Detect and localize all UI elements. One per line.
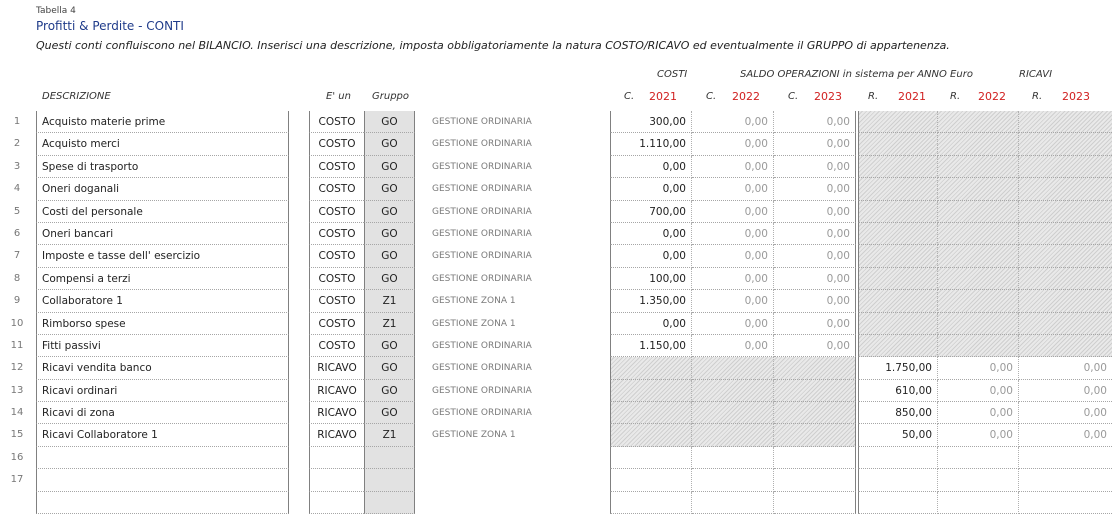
revenue-2021-cell xyxy=(858,201,938,223)
table-row xyxy=(0,380,1112,402)
cost-2021-cell[interactable]: 0,00 xyxy=(610,223,692,245)
revenue-2021-cell xyxy=(858,268,938,290)
saldo-header: SALDO OPERAZIONI in sistema per ANNO Euro xyxy=(740,69,973,80)
row-number: 1 xyxy=(13,116,21,127)
revenue-2022-cell[interactable]: 0,00 xyxy=(938,380,1019,402)
description-cell[interactable]: Costi del personale xyxy=(36,201,289,223)
cost-2021-cell[interactable]: 1.150,00 xyxy=(610,335,692,357)
group-name-cell: GESTIONE ORDINARIA xyxy=(432,408,532,419)
type-cell[interactable]: COSTO xyxy=(309,313,364,335)
type-cell[interactable]: COSTO xyxy=(309,223,364,245)
ricavi-header: RICAVI xyxy=(1019,69,1053,80)
type-cell[interactable] xyxy=(309,447,364,469)
revenue-2023-cell xyxy=(1019,133,1112,155)
group-name-cell: GESTIONE ORDINARIA xyxy=(432,117,532,127)
cost-2022-cell[interactable]: 0,00 xyxy=(692,268,774,290)
type-cell[interactable]: COSTO xyxy=(309,268,364,290)
row-number: 16 xyxy=(10,451,24,463)
col-r-2022: 2022 xyxy=(978,90,1006,103)
type-cell[interactable] xyxy=(309,492,364,514)
group-name-cell: GESTIONE ORDINARIA xyxy=(432,161,532,172)
revenue-2021-cell xyxy=(858,133,938,155)
table-row xyxy=(0,402,1112,424)
group-name-cell: GESTIONE ZONA 1 xyxy=(432,430,516,441)
row-number: 2 xyxy=(13,138,21,150)
description-cell[interactable]: Spese di trasporto xyxy=(36,156,289,178)
cost-2023-cell[interactable]: 0,00 xyxy=(774,111,856,133)
group-cell[interactable]: GO xyxy=(364,357,415,379)
col-r-2022-prefix: R. xyxy=(950,91,961,102)
revenue-2023-cell[interactable] xyxy=(1019,469,1112,491)
page-subtitle: Questi conti confluiscono nel BILANCIO. Inserisci una descrizione, imposta obbligatoriamente la natura COSTO/RICAVO ed eventualmente il GRUPPO di appartenenza. xyxy=(36,39,950,52)
cost-2021-cell[interactable]: 300,00 xyxy=(610,111,692,133)
cost-2022-cell xyxy=(692,380,774,402)
type-cell[interactable]: COSTO xyxy=(309,335,364,357)
table-row xyxy=(0,424,1112,446)
revenue-2021-cell xyxy=(858,223,938,245)
revenue-2023-cell[interactable] xyxy=(1019,447,1112,469)
row-number: 5 xyxy=(13,205,21,217)
col-r-2021-prefix: R. xyxy=(868,91,879,102)
cost-2022-cell[interactable]: 0,00 xyxy=(692,335,774,357)
cost-2021-cell[interactable] xyxy=(610,447,692,469)
description-cell[interactable]: Acquisto merci xyxy=(36,133,289,155)
cost-2023-cell[interactable]: 0,00 xyxy=(774,313,856,335)
group-cell[interactable] xyxy=(364,469,415,491)
revenue-2023-cell[interactable]: 0,00 xyxy=(1019,357,1112,379)
col-c-2023: 2023 xyxy=(814,90,842,103)
revenue-2023-cell xyxy=(1019,111,1112,133)
cost-2021-cell[interactable]: 1.350,00 xyxy=(610,290,692,312)
group-name-cell xyxy=(432,469,602,491)
revenue-2021-cell[interactable]: 1.750,00 xyxy=(858,357,938,379)
revenue-2021-cell[interactable]: 850,00 xyxy=(858,402,938,424)
row-number: 15 xyxy=(10,429,24,441)
description-cell[interactable]: Ricavi ordinari xyxy=(36,380,289,402)
cost-2023-cell[interactable] xyxy=(774,469,856,491)
group-cell[interactable]: GO xyxy=(364,223,415,245)
revenue-2021-cell xyxy=(858,313,938,335)
group-name-cell: GESTIONE ZONA 1 xyxy=(432,296,516,307)
table-row xyxy=(0,245,1112,267)
cost-2022-cell[interactable] xyxy=(692,469,774,491)
row-number: 10 xyxy=(10,317,24,329)
cost-2021-cell xyxy=(610,424,692,446)
revenue-2023-cell[interactable]: 0,00 xyxy=(1019,402,1112,424)
type-cell[interactable]: COSTO xyxy=(309,245,364,267)
revenue-2022-cell xyxy=(938,178,1019,200)
description-cell[interactable]: Fitti passivi xyxy=(36,335,289,357)
cost-2022-cell[interactable]: 0,00 xyxy=(692,133,774,155)
table-row xyxy=(0,357,1112,379)
group-name-cell: GESTIONE ORDINARIA xyxy=(432,273,532,284)
table-row xyxy=(0,133,1112,155)
cost-2023-cell xyxy=(774,357,856,379)
revenue-2022-cell xyxy=(938,268,1019,290)
table-row xyxy=(0,492,1112,514)
revenue-2022-cell xyxy=(938,156,1019,178)
group-name-cell: GESTIONE ORDINARIA xyxy=(432,139,532,150)
group-cell[interactable]: GO xyxy=(364,133,415,155)
group-name-cell: GESTIONE ZONA 1 xyxy=(432,318,516,329)
table-row xyxy=(0,201,1112,223)
cost-2023-cell[interactable] xyxy=(774,447,856,469)
row-number: 4 xyxy=(13,183,21,195)
description-cell[interactable]: Oneri doganali xyxy=(36,178,289,200)
revenue-2023-cell[interactable]: 0,00 xyxy=(1019,380,1112,402)
revenue-2023-cell xyxy=(1019,201,1112,223)
col-descrizione: DESCRIZIONE xyxy=(42,91,111,102)
cost-2023-cell[interactable]: 0,00 xyxy=(774,201,856,223)
cost-2021-cell[interactable]: 700,00 xyxy=(610,201,692,223)
cost-2021-cell[interactable]: 0,00 xyxy=(610,178,692,200)
row-number: 11 xyxy=(10,339,24,351)
sheet-label: Tabella 4 xyxy=(36,6,76,16)
table-row xyxy=(0,290,1112,312)
group-name-cell: GESTIONE ORDINARIA xyxy=(432,184,532,195)
cost-2021-cell[interactable]: 1.110,00 xyxy=(610,133,692,155)
revenue-2022-cell xyxy=(938,223,1019,245)
description-cell[interactable]: Rimborso spese xyxy=(36,313,289,335)
table-row xyxy=(0,156,1112,178)
revenue-2022-cell[interactable]: 0,00 xyxy=(938,424,1019,446)
table-row xyxy=(0,335,1112,357)
group-cell[interactable]: GO xyxy=(364,201,415,223)
cost-2022-cell[interactable]: 0,00 xyxy=(692,111,774,133)
revenue-2023-cell xyxy=(1019,268,1112,290)
group-cell[interactable]: GO xyxy=(364,380,415,402)
group-name-cell: GESTIONE ORDINARIA xyxy=(432,251,532,262)
description-cell[interactable]: Ricavi Collaboratore 1 xyxy=(36,424,289,446)
cost-2022-cell[interactable]: 0,00 xyxy=(692,156,774,178)
group-cell[interactable]: GO xyxy=(364,111,415,133)
row-number: 8 xyxy=(13,272,21,284)
cost-2021-cell[interactable]: 100,00 xyxy=(610,268,692,290)
row-number: 13 xyxy=(10,384,24,396)
cost-2022-cell[interactable]: 0,00 xyxy=(692,245,774,267)
row-number: 12 xyxy=(10,362,24,374)
description-cell[interactable]: Oneri bancari xyxy=(36,223,289,245)
col-e-un: E' un xyxy=(326,91,351,102)
group-cell[interactable]: Z1 xyxy=(364,290,415,312)
cost-2023-cell[interactable]: 0,00 xyxy=(774,223,856,245)
table-row xyxy=(0,111,1112,133)
type-cell[interactable]: RICAVO xyxy=(309,424,364,446)
group-cell[interactable]: GO xyxy=(364,156,415,178)
revenue-2021-cell[interactable]: 610,00 xyxy=(858,380,938,402)
revenue-2022-cell[interactable] xyxy=(938,492,1019,514)
type-cell[interactable]: COSTO xyxy=(309,290,364,312)
cost-2022-cell[interactable]: 0,00 xyxy=(692,223,774,245)
type-cell[interactable]: RICAVO xyxy=(309,402,364,424)
revenue-2022-cell xyxy=(938,335,1019,357)
cost-2021-cell[interactable] xyxy=(610,469,692,491)
cost-2023-cell[interactable]: 0,00 xyxy=(774,335,856,357)
type-cell[interactable] xyxy=(309,469,364,491)
cost-2023-cell[interactable]: 0,00 xyxy=(774,133,856,155)
description-cell[interactable]: Ricavi vendita banco xyxy=(36,357,289,379)
revenue-2022-cell[interactable] xyxy=(938,469,1019,491)
table-row xyxy=(0,313,1112,335)
revenue-2023-cell xyxy=(1019,178,1112,200)
cost-2023-cell[interactable]: 0,00 xyxy=(774,268,856,290)
description-cell[interactable]: Collaboratore 1 xyxy=(36,290,289,312)
description-cell[interactable]: Ricavi di zona xyxy=(36,402,289,424)
revenue-2021-cell[interactable] xyxy=(858,447,938,469)
row-number: 3 xyxy=(13,160,21,172)
row-number: 17 xyxy=(10,474,24,486)
cost-2022-cell xyxy=(692,424,774,446)
table-row xyxy=(0,178,1112,200)
group-cell[interactable]: GO xyxy=(364,245,415,267)
group-cell[interactable]: GO xyxy=(364,335,415,357)
row-number: 7 xyxy=(13,250,21,262)
description-cell[interactable]: Compensi a terzi xyxy=(36,268,289,290)
col-c-2022-prefix: C. xyxy=(706,91,717,102)
revenue-2022-cell xyxy=(938,111,1019,133)
revenue-2023-cell xyxy=(1019,290,1112,312)
col-c-2021: 2021 xyxy=(649,90,677,103)
cost-2021-cell[interactable]: 0,00 xyxy=(610,156,692,178)
type-cell[interactable]: COSTO xyxy=(309,111,364,133)
page-title: Profitti & Perdite - CONTI xyxy=(36,19,184,33)
revenue-2021-cell xyxy=(858,245,938,267)
cost-2023-cell[interactable]: 0,00 xyxy=(774,290,856,312)
table-row xyxy=(0,223,1112,245)
revenue-2023-cell xyxy=(1019,156,1112,178)
cost-2023-cell[interactable] xyxy=(774,492,856,514)
col-c-2023-prefix: C. xyxy=(788,91,799,102)
revenue-2022-cell[interactable]: 0,00 xyxy=(938,357,1019,379)
cost-2023-cell xyxy=(774,380,856,402)
revenue-2022-cell[interactable] xyxy=(938,447,1019,469)
group-cell[interactable]: GO xyxy=(364,402,415,424)
table-row xyxy=(0,469,1112,491)
type-cell[interactable]: COSTO xyxy=(309,178,364,200)
revenue-2021-cell xyxy=(858,335,938,357)
revenue-2022-cell[interactable]: 0,00 xyxy=(938,402,1019,424)
description-cell[interactable] xyxy=(36,492,289,514)
revenue-2021-cell xyxy=(858,156,938,178)
cost-2022-cell xyxy=(692,357,774,379)
col-r-2021: 2021 xyxy=(898,90,926,103)
revenue-2021-cell[interactable] xyxy=(858,469,938,491)
col-r-2023: 2023 xyxy=(1062,90,1090,103)
revenue-2021-cell xyxy=(858,178,938,200)
costi-header: COSTI xyxy=(657,69,688,80)
cost-2022-cell[interactable] xyxy=(692,492,774,514)
cost-2023-cell xyxy=(774,402,856,424)
revenue-2023-cell xyxy=(1019,223,1112,245)
type-cell[interactable]: COSTO xyxy=(309,156,364,178)
type-cell[interactable]: RICAVO xyxy=(309,357,364,379)
accounts-table xyxy=(0,111,1112,514)
col-r-2023-prefix: R. xyxy=(1032,91,1043,102)
group-cell[interactable]: Z1 xyxy=(364,313,415,335)
group-cell[interactable]: GO xyxy=(364,268,415,290)
group-cell[interactable]: GO xyxy=(364,178,415,200)
group-name-cell: GESTIONE ORDINARIA xyxy=(432,385,532,396)
type-cell[interactable]: COSTO xyxy=(309,201,364,223)
revenue-2022-cell xyxy=(938,290,1019,312)
cost-2023-cell[interactable]: 0,00 xyxy=(774,178,856,200)
cost-2023-cell xyxy=(774,424,856,446)
group-name-cell: GESTIONE ORDINARIA xyxy=(432,228,532,239)
revenue-2023-cell[interactable]: 0,00 xyxy=(1019,424,1112,446)
revenue-2023-cell[interactable] xyxy=(1019,492,1112,514)
group-name-cell: GESTIONE ORDINARIA xyxy=(432,340,532,351)
type-cell[interactable]: COSTO xyxy=(309,133,364,155)
row-number: 14 xyxy=(10,407,24,419)
cost-2021-cell xyxy=(610,357,692,379)
cost-2022-cell[interactable]: 0,00 xyxy=(692,201,774,223)
row-number xyxy=(0,492,34,514)
description-cell[interactable] xyxy=(36,447,289,469)
cost-2021-cell[interactable] xyxy=(610,492,692,514)
revenue-2021-cell xyxy=(858,111,938,133)
cost-2022-cell[interactable]: 0,00 xyxy=(692,290,774,312)
group-name-cell: GESTIONE ORDINARIA xyxy=(432,363,532,374)
group-cell[interactable] xyxy=(364,492,415,514)
group-name-cell xyxy=(432,492,602,514)
revenue-2022-cell xyxy=(938,133,1019,155)
table-row xyxy=(0,268,1112,290)
revenue-2021-cell[interactable] xyxy=(858,492,938,514)
cost-2023-cell[interactable]: 0,00 xyxy=(774,156,856,178)
row-number: 6 xyxy=(13,227,21,239)
type-cell[interactable]: RICAVO xyxy=(309,380,364,402)
col-gruppo: Gruppo xyxy=(372,91,410,102)
col-c-2021-prefix: C. xyxy=(624,91,635,102)
description-cell[interactable]: Imposte e tasse dell' esercizio xyxy=(36,245,289,267)
col-c-2022: 2022 xyxy=(732,90,760,103)
revenue-2022-cell xyxy=(938,245,1019,267)
cost-2021-cell xyxy=(610,380,692,402)
cost-2021-cell xyxy=(610,402,692,424)
cost-2022-cell[interactable]: 0,00 xyxy=(692,313,774,335)
table-row xyxy=(0,447,1112,469)
cost-2021-cell[interactable]: 0,00 xyxy=(610,313,692,335)
group-cell[interactable]: Z1 xyxy=(364,424,415,446)
cost-2022-cell[interactable] xyxy=(692,447,774,469)
cost-2023-cell[interactable]: 0,00 xyxy=(774,245,856,267)
description-cell[interactable] xyxy=(36,469,289,491)
revenue-2021-cell[interactable]: 50,00 xyxy=(858,424,938,446)
group-name-cell: GESTIONE ORDINARIA xyxy=(432,206,532,217)
group-name-cell xyxy=(432,447,602,469)
cost-2021-cell[interactable]: 0,00 xyxy=(610,245,692,267)
revenue-2022-cell xyxy=(938,201,1019,223)
revenue-2023-cell xyxy=(1019,313,1112,335)
revenue-2022-cell xyxy=(938,313,1019,335)
cost-2022-cell xyxy=(692,402,774,424)
cost-2022-cell[interactable]: 0,00 xyxy=(692,178,774,200)
revenue-2023-cell xyxy=(1019,245,1112,267)
revenue-2021-cell xyxy=(858,290,938,312)
group-cell[interactable] xyxy=(364,447,415,469)
description-cell[interactable]: Acquisto materie prime xyxy=(36,111,289,133)
revenue-2023-cell xyxy=(1019,335,1112,357)
row-number: 9 xyxy=(13,295,21,307)
